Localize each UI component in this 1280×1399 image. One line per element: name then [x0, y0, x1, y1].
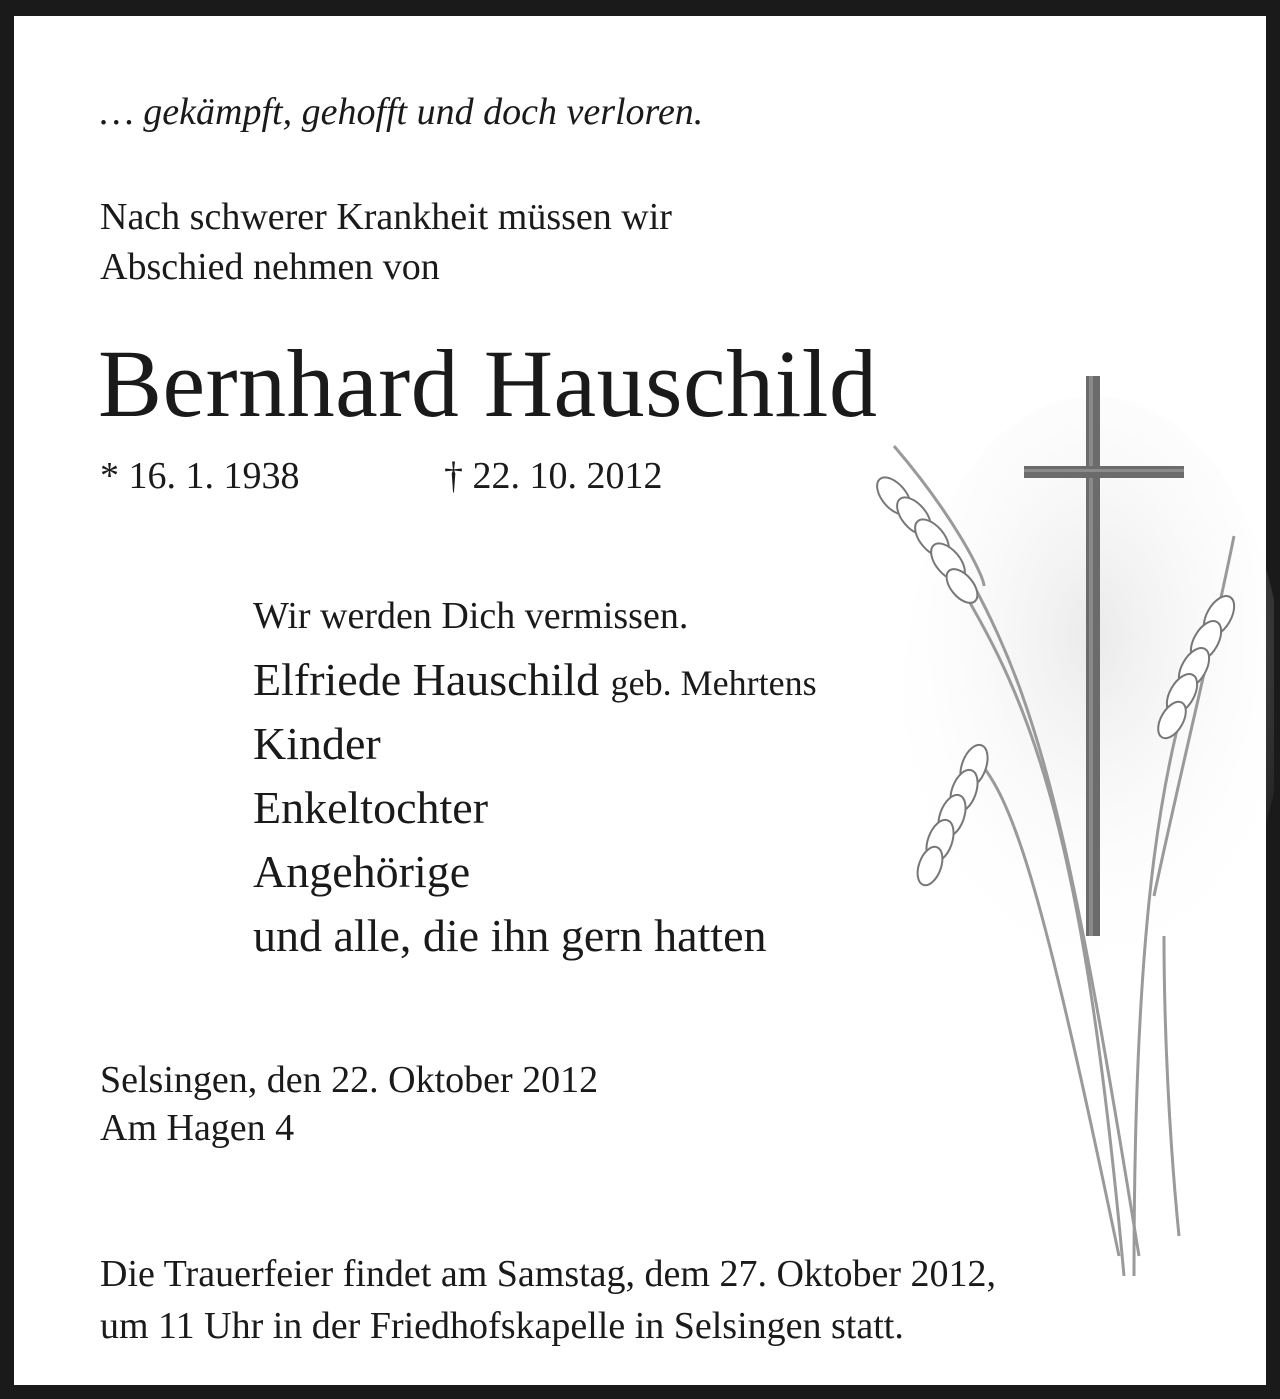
deceased-name: Bernhard Hauschild: [98, 330, 878, 437]
place-line-2: Am Hagen 4: [100, 1107, 295, 1149]
motto: … gekämpft, gehofft und doch verloren.: [100, 91, 704, 133]
place-and-date: [100, 1056, 598, 1152]
mourner-children: Kinder: [253, 718, 381, 769]
wife-maiden-name: geb. Mehrtens: [610, 663, 817, 703]
intro-text: [100, 192, 672, 292]
intro-line-2: Abschied nehmen von: [100, 246, 440, 288]
death-date: † 22. 10. 2012: [444, 455, 663, 497]
service-line-2: um 11 Uhr in der Friedhofskapelle in Selsingen statt.: [100, 1305, 904, 1347]
birth-date: * 16. 1. 1938: [100, 455, 300, 497]
place-line-1: Selsingen, den 22. Oktober 2012: [100, 1059, 599, 1101]
cross-and-wheat-icon: [834, 376, 1274, 1276]
mourner-wife: [253, 654, 817, 709]
mourner-relatives: Angehörige: [253, 846, 471, 897]
mourner-granddaughter: Enkeltochter: [253, 782, 489, 833]
mourner-others: und alle, die ihn gern hatten: [253, 910, 767, 961]
farewell-line: Wir werden Dich vermissen.: [253, 595, 689, 637]
service-line-1: Die Trauerfeier findet am Samstag, dem 27. Oktober 2012,: [100, 1253, 996, 1295]
wife-name: Elfriede Hauschild: [253, 654, 600, 705]
intro-line-1: Nach schwerer Krankheit müssen wir: [100, 196, 672, 238]
